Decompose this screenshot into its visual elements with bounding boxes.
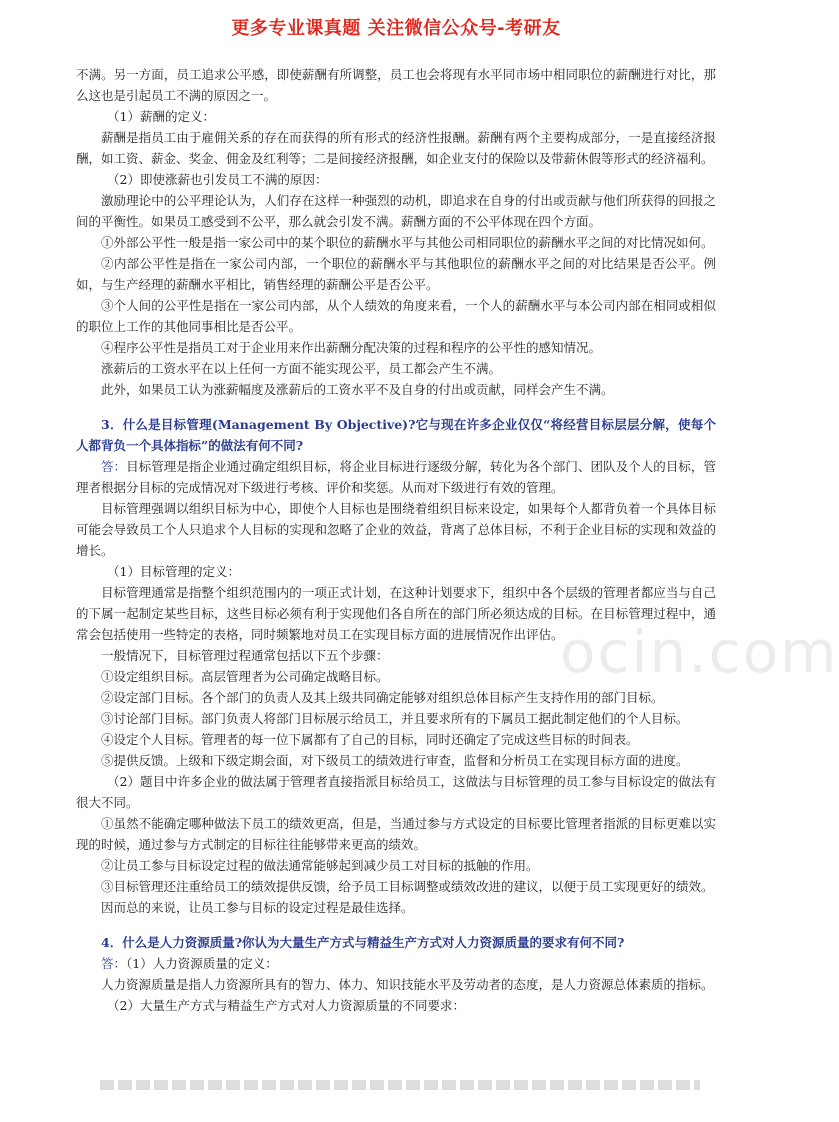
body-paragraph: ②让员工参与目标设定过程的做法通常能够起到减少员工对目标的抵触的作用。 <box>101 858 539 873</box>
section-subheading: （2）题目中许多企业的做法属于管理者直接指派目标给员工，这做法与目标管理的员工参与目标设定的做法有很大不同。 <box>76 774 716 810</box>
answer-label: 答： <box>101 459 127 474</box>
page-header-banner: 更多专业课真题 关注微信公众号-考研友 <box>231 18 561 39</box>
question-heading: 3．什么是目标管理(Management By Objective)?它与现在许多企业仅仅“将经营目标层层分解，使每个人都背负一个具体指标”的做法有何不同? <box>76 417 716 453</box>
body-paragraph: 一般情况下，目标管理过程通常包括以下五个步骤： <box>101 648 389 663</box>
body-paragraph: ②内部公平性是指在一家公司内部，一个职位的薪酬水平与其他职位的薪酬水平之间的对比结果是否公平。例如，与生产经理的薪酬水平相比，销售经理的薪酬公平是否公平。 <box>76 256 716 292</box>
body-paragraph: ①设定组织目标。高层管理者为公司确定战略目标。 <box>101 669 389 684</box>
answer-label: 答： <box>101 956 127 971</box>
body-paragraph: 目标管理通常是指整个组织范围内的一项正式计划，在这种计划要求下，组织中各个层级的管理者都应当与自己的下属一起制定某些目标，这些目标必须有利于实现他们各自所在的部门所必须达成的目标。在目标管理过程中，通常会包括使用一些特定的表格，同时频繁地对员工在实现目标方面的进展情况作出评估。 <box>76 585 716 642</box>
body-paragraph: ①外部公平性一般是指一家公司中的某个职位的薪酬水平与其他公司相同职位的薪酬水平之间的对比情况如何。 <box>101 235 714 250</box>
body-paragraph: ①虽然不能确定哪种做法下员工的绩效更高，但是，当通过参与方式设定的目标要比管理者指派的目标更难以实现的时候，通过参与方式制定的目标往往能够带来更高的绩效。 <box>76 816 716 852</box>
watermark: ocin.com <box>560 618 839 686</box>
body-paragraph: 目标管理强调以组织目标为中心，即使个人目标也是围绕着组织目标来设定，如果每个人都背负着一个具体目标可能会导致员工个人只追求个人目标的实现和忽略了企业的效益，背离了总体目标，不利于企业目标的实现和效益的增长。 <box>76 501 716 558</box>
body-paragraph: 薪酬是指员工由于雇佣关系的存在而获得的所有形式的经济性报酬。薪酬有两个主要构成部分，一是直接经济报酬，如工资、薪金、奖金、佣金及红利等；二是间接经济报酬，如企业支付的保险以及带薪休假等形式的经济福利。 <box>76 130 716 166</box>
body-paragraph: 不满。另一方面，员工追求公平感，即使薪酬有所调整，员工也会将现有水平同市场中相同职位的薪酬进行对比，那么这也是引起员工不满的原因之一。 <box>76 67 716 103</box>
section-subheading: （2）大量生产方式与精益生产方式对人力资源质量的不同要求： <box>107 998 465 1013</box>
body-paragraph: ③目标管理还注重给员工的绩效提供反馈，给予员工目标调整或绩效改进的建议，以便于员工实现更好的绩效。 <box>101 879 714 894</box>
answer-paragraph <box>76 953 716 974</box>
faded-text-line <box>100 1080 700 1090</box>
answer-text: 目标管理是指企业通过确定组织目标，将企业目标进行逐级分解，转化为各个部门、团队及个人的目标，管理者根据分目标的完成情况对下级进行考核、评价和奖惩。从而对下级进行有效的管理。 <box>76 459 716 495</box>
body-paragraph: ③个人间的公平性是指在一家公司内部，从个人绩效的角度来看，一个人的薪酬水平与本公司内部在相同或相似的职位上工作的其他同事相比是否公平。 <box>76 298 716 334</box>
body-paragraph: 涨薪后的工资水平在以上任何一方面不能实现公平，员工都会产生不满。 <box>101 361 502 376</box>
body-paragraph: ④程序公平性是指员工对于企业用来作出薪酬分配决策的过程和程序的公平性的感知情况。 <box>101 340 602 355</box>
body-paragraph: 此外，如果员工认为涨薪幅度及涨薪后的工资水平不及自身的付出或贡献，同样会产生不满。 <box>101 382 614 397</box>
question-heading: 4．什么是人力资源质量?你认为大量生产方式与精益生产方式对人力资源质量的要求有何不同? <box>101 935 625 950</box>
body-paragraph: 人力资源质量是指人力资源所具有的智力、体力、知识技能水平及劳动者的态度，是人力资源总体素质的指标。 <box>101 977 714 992</box>
body-paragraph: ④设定个人目标。管理者的每一位下属都有了自己的目标，同时还确定了完成这些目标的时间表。 <box>101 732 639 747</box>
document-body <box>76 64 716 1016</box>
body-paragraph: 激励理论中的公平理论认为，人们存在这样一种强烈的动机，即追求在自身的付出或贡献与他们所获得的回报之间的平衡性。如果员工感受到不公平，那么就会引发不满。薪酬方面的不公平体现在四个方面。 <box>76 193 716 229</box>
body-paragraph: ⑤提供反馈。上级和下级定期会面，对下级员工的绩效进行审查，监督和分析员工在实现目标方面的进度。 <box>101 753 689 768</box>
answer-text: （1）人力资源质量的定义： <box>126 956 278 971</box>
section-subheading: （1）薪酬的定义： <box>107 109 215 124</box>
section-subheading: （1）目标管理的定义： <box>107 564 240 579</box>
answer-paragraph <box>76 456 716 498</box>
body-paragraph: ②设定部门目标。各个部门的负责人及其上级共同确定能够对组织总体目标产生支持作用的部门目标。 <box>101 690 664 705</box>
body-paragraph: ③讨论部门目标。部门负责人将部门目标展示给员工，并且要求所有的下属员工据此制定他们的个人目标。 <box>101 711 689 726</box>
body-paragraph: 因而总的来说，让员工参与目标的设定过程是最佳选择。 <box>101 900 414 915</box>
section-subheading: （2）即使涨薪也引发员工不满的原因： <box>107 172 328 187</box>
